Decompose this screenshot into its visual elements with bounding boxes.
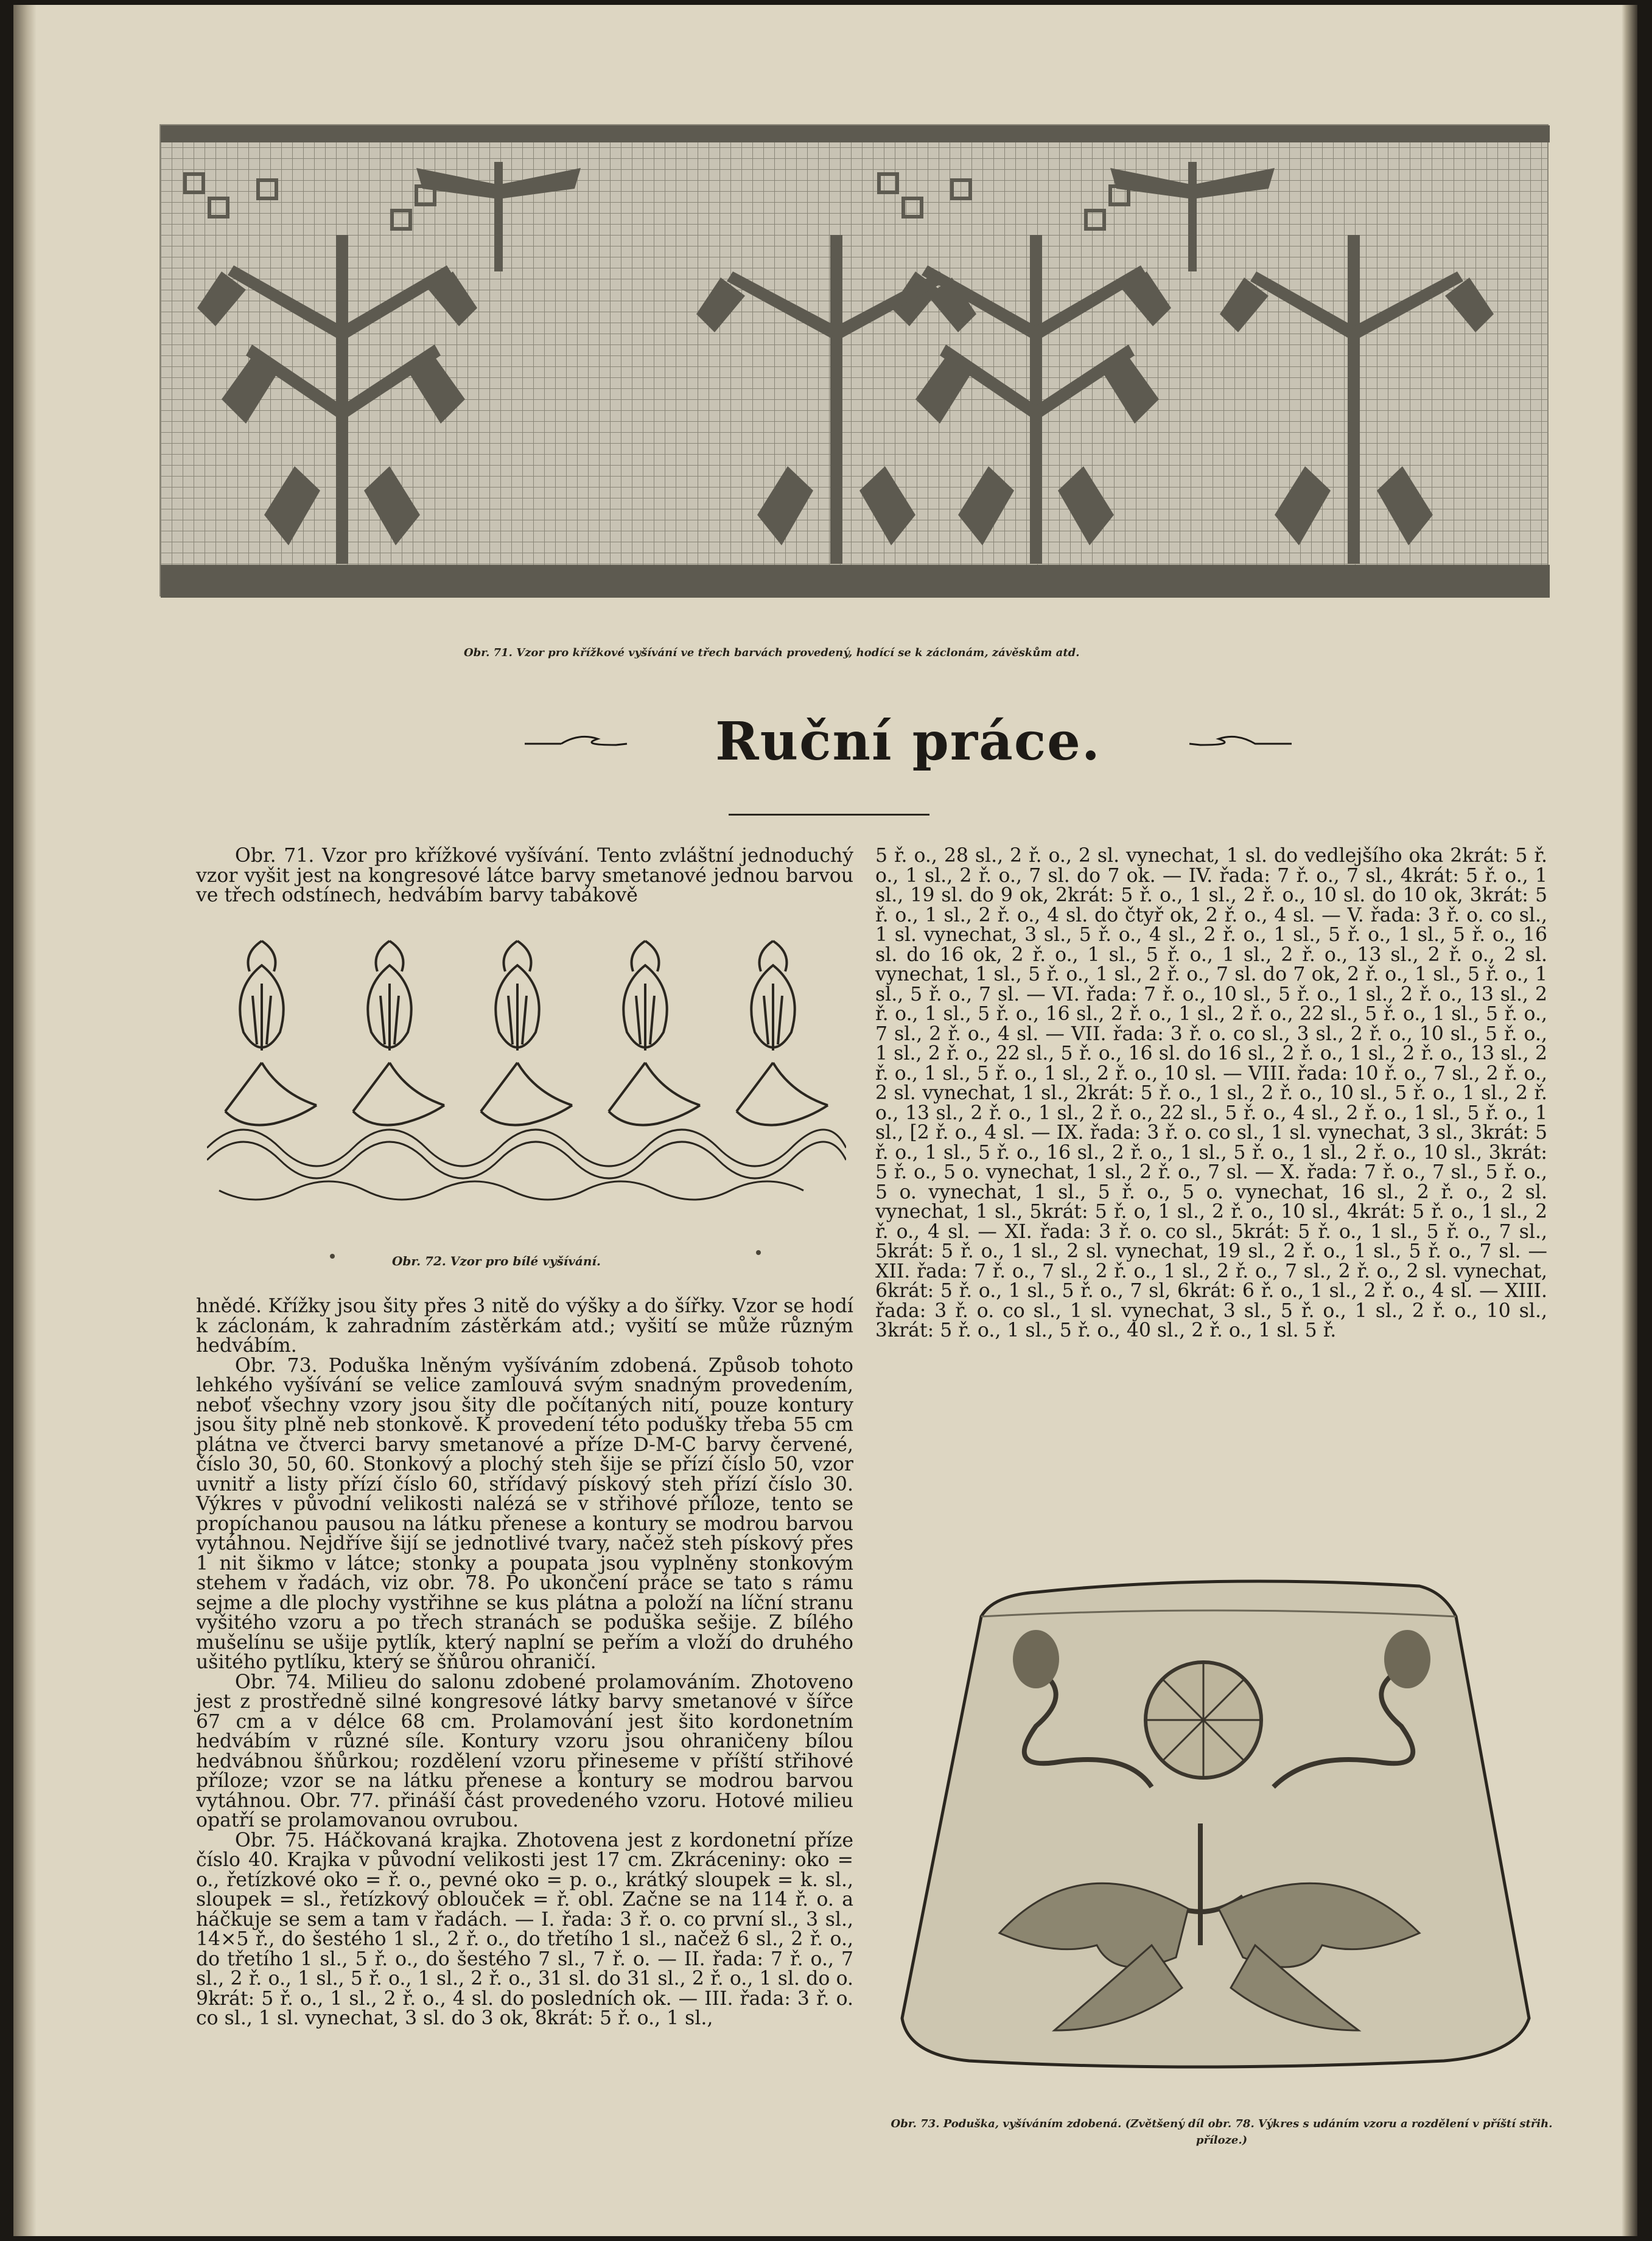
book-spine (13, 5, 37, 2236)
print-speck (756, 1250, 761, 1255)
paragraph-obr-73: Obr. 73. Poduška lněným vyšíváním zdobená. Způsob tohoto lehkého vyšívání se velice zamlouvá svým snadným provedením, neboť všechny vzory jsou šity dle počítaných nití, pouze kontury jsou šity plně neb stonkově. K provedení této podušky třeba 55 cm plátna ve čtverci barvy smetanové a příze D-M-C barvy červené, číslo 30, 50, 60. Stonkový a plochý steh šije se přízí číslo 50, vzor uvnitř a listy přízí číslo 60, střídavý pískový steh přízí číslo 30. Výkres v původní velikosti nalézá se v střihové příloze, tento se propíchanou pausou na látku přenese a kontury se modrou barvou vytáhnou. Nejdříve šijí se jednotlivé tvary, načež steh pískový přes 1 nit šikmo v látce; stonky a poupata jsou vyplněny stonkovým stehem v řadách, viz obr. 78. Po ukončení práce se tato s rámu sejme a dle plochy vystřihne se kus plátna a položí na líční stranu vyšitého vzoru a po třech stranách se poduška sešije. Z bílého mušelínu se ušije pytlík, který naplní se peřím a vloží do druhého ušitého pytlíku, který se šňůrou ohraničí. (196, 1354, 853, 1673)
paragraph-obr-74: Obr. 74. Milieu do salonu zdobené prolamováním. Zhotoveno jest z prostředně silné kongresové látky barvy smetanové v šířce 67 cm a v délce 68 cm. Prolamování jest šito kordonetním hedvábím v různé síle. Kontury vzoru jsou ohraničeny bílou hedvábnou šňůrkou; rozdělení vzoru přineseme v příští střihové příloze; vzor se na látku přenese a kontury se modrou barvou vytáhnou. Obr. 77. přináší část provedeného vzoru. Hotové milieu opatří se prolamovanou ovrubou. (196, 1671, 853, 1831)
article-column-left-top (196, 846, 853, 906)
article-column-right (875, 846, 1547, 1341)
figure-71-caption: Obr. 71. Vzor pro křížkové vyšívání ve třech barvách provedený, hodící se k záclonám, závěskům atd. (464, 646, 1080, 659)
figure-72-caption: Obr. 72. Vzor pro bílé vyšívání. (392, 1254, 601, 1268)
paragraph-obr-75: Obr. 75. Háčkovaná krajka. Zhotovena jest z kordonetní příze číslo 40. Krajka v původní velikosti jest 17 cm. Zkráceniny: oko = o., řetízkové oko = ř. o., pevné oko = p. o., krátký sloupek = k. sl., sloupek = sl., řetízkový oblouček = ř. obl. Začne se na 114 ř. o. a háčkuje se sem a tam v řadách. — I. řada: 3 ř. o. co první sl., 3 sl., 14×5 ř., do šestého 1 sl., 2 ř. o., do třetího 1 sl., načež 6 sl., 2 ř. o., do třetího 1 sl., 5 ř. o., do šestého 7 sl., 7 ř. o. — II. řada: 7 ř. o., 7 sl., 2 ř. o., 1 sl., 5 ř. o., 1 sl., 2 ř. o., 31 sl. do 31 sl., 2 ř. o., 1 sl. do o. 9krát: 5 ř. o., 1 sl., 2 ř. o., 4 sl. do posledních ok. — III. řada: 3 ř. o. co sl., 1 sl. vynechat, 3 sl. do 3 ok, 8krát: 5 ř. o., 1 sl., (196, 1829, 853, 2029)
figure-73-caption: Obr. 73. Poduška, vyšíváním zdobená. (Zvětšený díl obr. 78. Výkres s udáním vzoru a rozdělení v příští střih. příloze.) (891, 2117, 1553, 2147)
right-flourish (1188, 730, 1292, 755)
figure-73-cushion (896, 1568, 1541, 2091)
print-speck (330, 1254, 335, 1259)
paragraph-obr-71-cont: hnědé. Křížky jsou šity přes 3 nitě do výšky a do šířky. Vzor se hodí k záclonám, k zahradním zástěrkám atd.; vyšití se může různým hedvábím. (196, 1295, 853, 1357)
page-title: Ruční práce. (715, 711, 1101, 772)
page-edge (1622, 5, 1637, 2236)
title-rule (729, 814, 929, 816)
page (13, 5, 1637, 2236)
left-flourish (525, 730, 628, 755)
paragraph-obr-71: Obr. 71. Vzor pro křížkové vyšívání. Tento zvláštní jednoduchý vzor vyšit jest na kongresové látce barvy smetanové jednou barvou ve třech odstínech, hedvábím barvy tabákově (196, 845, 853, 906)
figure-72-white-embroidery (207, 929, 846, 1215)
section-heading (525, 711, 1292, 778)
figure-71-cross-stitch-pattern (159, 124, 1549, 596)
paragraph-crochet-rows: 5 ř. o., 28 sl., 2 ř. o., 2 sl. vynechat, 1 sl. do vedlejšího oka 2krát: 5 ř. o., 1 sl., 2 ř. o., 7 sl. do 7 ok. — IV. řada: 7 ř. o., 7 sl., 4krát: 5 ř. o., 1 sl., 19 sl. do 9 ok, 2krát: 5 ř. o., 1 sl., 2 ř. o., 10 sl. do 10 ok, 3krát: 5 ř. o., 1 sl., 2 ř. o., 4 sl. do čtyř ok, 2 ř. o., 4 sl. — V. řada: 3 ř. o. co sl., 1 sl. vynechat, 3 sl., 5 ř. o., 4 sl., 2 ř. o., 1 sl., 5 ř. o., 1 sl., 5 ř. o., 16 sl. do 16 ok, 2 ř. o., 1 sl., 5 ř. o., 1 sl., 2 ř. o., 13 sl., 2 ř. o., 2 sl. vynechat, 1 sl., 5 ř. o., 1 sl., 2 ř. o., 7 sl. do 7 ok, 2 ř. o., 1 sl., 5 ř. o., 1 sl., 5 ř. o., 7 sl. — VI. řada: 7 ř. o., 10 sl., 5 ř. o., 1 sl., 2 ř. o., 13 sl., 2 ř. o., 1 sl., 5 ř. o., 16 sl., 2 ř. o., 1 sl., 2 ř. o., 22 sl., 5 ř. o., 1 sl., 5 ř. o., 7 sl., 2 ř. o., 4 sl. — VII. řada: 3 ř. o. co sl., 3 sl., 2 ř. o., 10 sl., 5 ř. o., 1 sl., 2 ř. o., 22 sl., 5 ř. o., 16 sl. do 16 sl., 2 ř. o., 1 sl., 2 ř. o., 13 sl., 2 ř. o., 1 sl., 5 ř. o., 1 sl., 2 ř. o., 10 sl. — VIII. řada: 10 ř. o., 7 sl., 2 ř. o., 2 sl. vynechat, 1 sl., 2krát: 5 ř. o., 1 sl., 2 ř. o., 10 sl., 5 ř. o., 1 sl., 2 ř. o., 13 sl., 2 ř. o., 1 sl., 2 ř. o., 22 sl., 5 ř. o., 4 sl., 2 ř. o., 1 sl., 5 ř. o., 1 sl., [2 ř. o., 4 sl. — IX. řada: 3 ř. o. co sl., 1 sl. vynechat, 3 sl., 3krát: 5 ř. o., 1 sl., 5 ř. o., 16 sl., 2 ř. o., 1 sl., 5 ř. o., 1 sl., 2 ř. o., 10 sl., 3krát: 5 ř. o., 5 o. vynechat, 1 sl., 2 ř. o., 7 sl. — X. řada: 7 ř. o., 7 sl., 5 ř. o., 5 o. vynechat, 1 sl., 5 ř. o., 5 o. vynechat, 16 sl., 2 ř. o., 2 sl. vynechat, 1 sl., 5krát: 5 ř. o, 1 sl., 2 ř. o., 10 sl., 4krát: 5 ř. o., 1 sl., 2 ř. o., 4 sl. — XI. řada: 3 ř. o. co sl., 5krát: 5 ř. o., 1 sl., 5 ř. o., 7 sl., 5krát: 5 ř. o., 1 sl., 2 sl. vynechat, 19 sl., 2 ř. o., 1 sl., 5 ř. o., 7 sl. — XII. řada: 7 ř. o., 7 sl., 2 ř. o., 1 sl., 2 ř. o., 7 sl., 2 ř. o., 2 sl. vynechat, 6krát: 5 ř. o., 1 sl., 5 ř. o., 7 sl, 6krát: 6 ř. o., 1 sl., 2 ř. o., 4 sl. — XIII. řada: 3 ř. o. co sl., 1 sl. vynechat, 3 sl., 5 ř. o., 1 sl., 2 ř. o., 10 sl., 3krát: 5 ř. o., 1 sl., 5 ř. o., 40 sl., 2 ř. o., 1 sl. 5 ř. (875, 845, 1547, 1341)
article-column-left-bottom (196, 1296, 853, 2029)
